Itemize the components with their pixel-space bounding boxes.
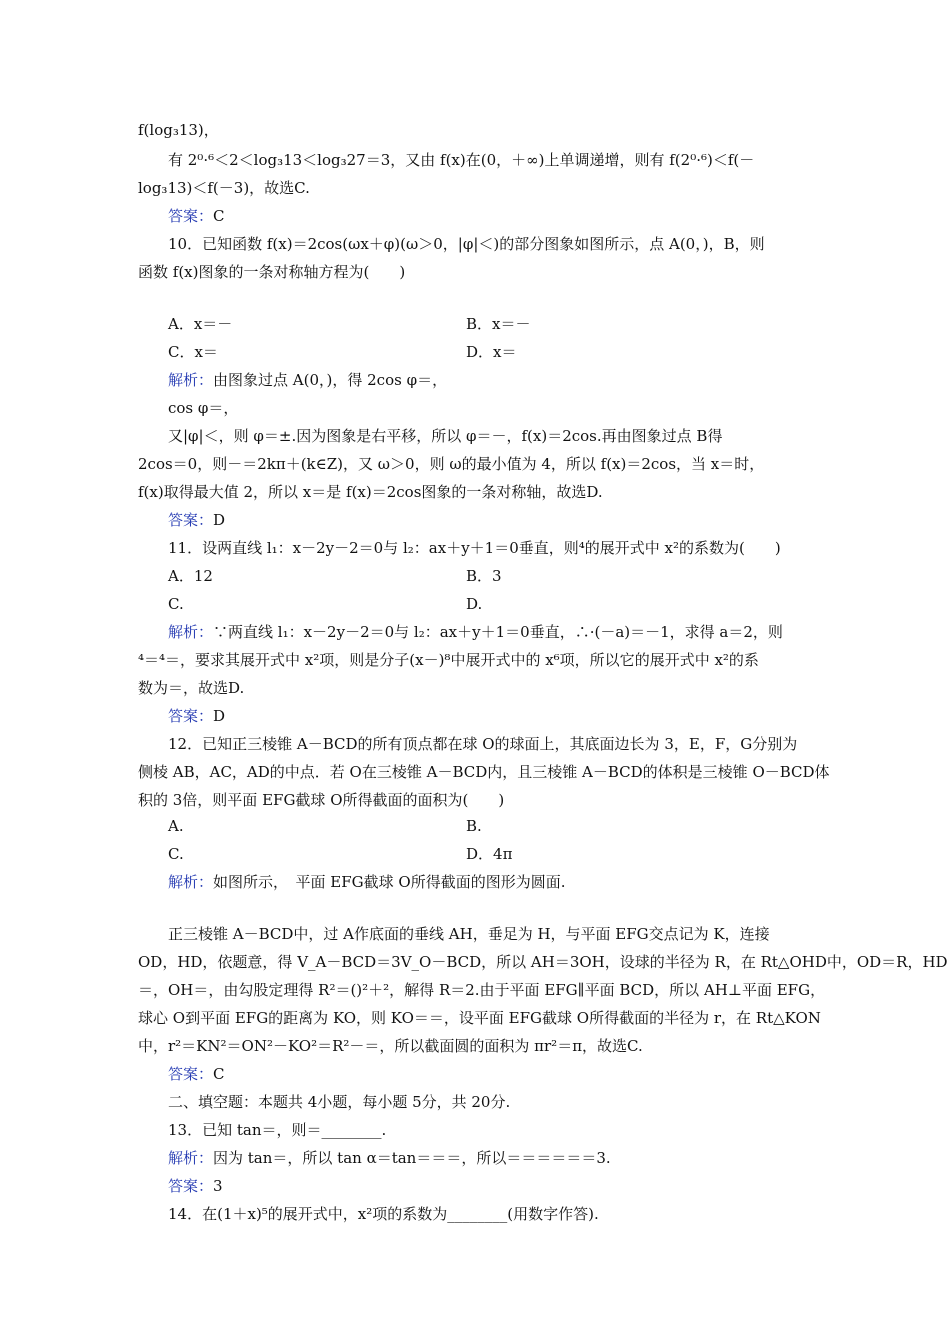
- text-line: 中，r²＝KN²＝ON²－KO²＝R²－＝，所以截面圆的面积为 πr²＝π，故选C.: [138, 1037, 643, 1055]
- choice-option: A．12: [168, 567, 213, 585]
- text-line: 12．已知正三棱锥 A－BCD的所有顶点都在球 O的球面上，其底面边长为 3，E，F，G分别为: [168, 735, 798, 753]
- line-label: 解析：: [168, 1149, 214, 1167]
- line-label: 答案：: [168, 1177, 214, 1195]
- line-label: 解析：: [168, 623, 214, 641]
- line-label: 答案：: [168, 1065, 214, 1083]
- text-line: 13．已知 tan＝，则＝________.: [168, 1121, 387, 1139]
- text-line: 14．在(1＋x)⁵的展开式中，x²项的系数为________(用数字作答).: [168, 1205, 599, 1223]
- choice-option: C.: [168, 595, 184, 613]
- labeled-line: [168, 872, 565, 892]
- labeled-line: [168, 1148, 611, 1168]
- choice-option: D.: [466, 595, 483, 613]
- choice-option: C.: [168, 845, 184, 863]
- labeled-line: [168, 206, 225, 226]
- text-line: log₃13)＜f(－3)，故选C.: [138, 179, 310, 197]
- line-label: 解析：: [168, 873, 214, 891]
- labeled-line: [168, 1176, 223, 1196]
- text-line: f(log₃13)，: [138, 121, 219, 139]
- text-line: 10．已知函数 f(x)＝2cos(ωx＋φ)(ω＞0，|φ|＜)的部分图象如图所示，点 A(0，)，B，则: [168, 235, 765, 253]
- labeled-line: [168, 706, 225, 726]
- text-line: 有 2⁰·⁶＜2＜log₃13＜log₃27＝3，又由 f(x)在(0，＋∞)上单调递增，则有 f(2⁰·⁶)＜f(－: [168, 151, 755, 169]
- text-line: cos φ＝，: [168, 399, 239, 417]
- labeled-line: [168, 510, 225, 530]
- text-line: ＝，OH＝，由勾股定理得 R²＝()²＋²，解得 R＝2.由于平面 EFG∥平面 BCD，所以 AH⊥平面 EFG，: [138, 981, 826, 999]
- text-line: f(x)取得最大值 2，所以 x＝是 f(x)＝2cos图象的一条对称轴，故选D.: [138, 483, 603, 501]
- choice-option: D．x＝: [466, 343, 517, 361]
- text-line: 又|φ|＜，则 φ＝±.因为图象是右平移，所以 φ＝－，f(x)＝2cos.再由图象过点 B得: [168, 427, 723, 445]
- line-text: 如图所示， 平面 EFG截球 O所得截面的图形为圆面.: [213, 873, 566, 891]
- line-label: 解析：: [168, 371, 214, 389]
- line-text: D: [213, 511, 226, 529]
- line-text: C: [213, 1065, 225, 1083]
- line-text: C: [213, 207, 225, 225]
- labeled-line: [168, 1064, 225, 1084]
- line-text: 由图象过点 A(0，)，得 2cos φ＝，: [213, 371, 448, 389]
- choice-option: D．4π: [466, 845, 513, 863]
- choice-option: C．x＝: [168, 343, 218, 361]
- text-line: 11．设两直线 l₁：x－2y－2＝0与 l₂：ax＋y＋1＝0垂直，则⁴的展开式中 x²的系数为( ): [168, 539, 781, 557]
- line-label: 答案：: [168, 511, 214, 529]
- labeled-line: [168, 370, 447, 390]
- choice-option: B.: [466, 817, 482, 835]
- line-label: 答案：: [168, 707, 214, 725]
- choice-option: B．x＝－: [466, 315, 531, 333]
- text-line: 数为＝，故选D.: [138, 679, 245, 697]
- line-text: D: [213, 707, 226, 725]
- text-line: 二、填空题：本题共 4小题，每小题 5分，共 20分.: [168, 1093, 511, 1111]
- choice-option: A．x＝－: [168, 315, 233, 333]
- text-line: ⁴＝⁴＝，要求其展开式中 x²项，则是分子(x－)⁸中展开式中的 x⁶项，所以它的展开式中 x²的系: [138, 651, 759, 669]
- text-line: 侧棱 AB，AC，AD的中点．若 O在三棱锥 A－BCD内，且三棱锥 A－BCD的体积是三棱锥 O－BCD体: [138, 763, 830, 781]
- text-line: 积的 3倍，则平面 EFG截球 O所得截面的面积为( ): [138, 791, 505, 809]
- line-text: 3: [213, 1177, 223, 1195]
- line-text: ∵两直线 l₁：x－2y－2＝0与 l₂：ax＋y＋1＝0垂直，∴·(－a)＝－1，求得 a＝2，则: [213, 623, 783, 641]
- line-label: 答案：: [168, 207, 214, 225]
- labeled-line: [168, 622, 783, 642]
- choice-option: B．3: [466, 567, 502, 585]
- text-line: 球心 O到平面 EFG的距离为 KO，则 KO＝＝，设平面 EFG截球 O所得截面的半径为 r，在 Rt△KON: [138, 1009, 821, 1027]
- line-text: 因为 tan＝，所以 tan α＝tan＝＝＝，所以＝＝＝＝＝＝3.: [213, 1149, 611, 1167]
- text-line: 函数 f(x)图象的一条对称轴方程为( ): [138, 263, 406, 281]
- choice-option: A.: [168, 817, 184, 835]
- text-line: 2cos＝0，则－＝2kπ＋(k∈Z)，又 ω＞0，则 ω的最小值为 4，所以 f(x)＝2cos，当 x＝时，: [138, 455, 765, 473]
- text-line: 正三棱锥 A－BCD中，过 A作底面的垂线 AH，垂足为 H，与平面 EFG交点记为 K，连接: [168, 925, 770, 943]
- text-line: OD，HD，依题意，得 V_A－BCD＝3V_O－BCD，所以 AH＝3OH，设球的半径为 R，在 Rt△OHD中，OD＝R，HD: [138, 953, 948, 971]
